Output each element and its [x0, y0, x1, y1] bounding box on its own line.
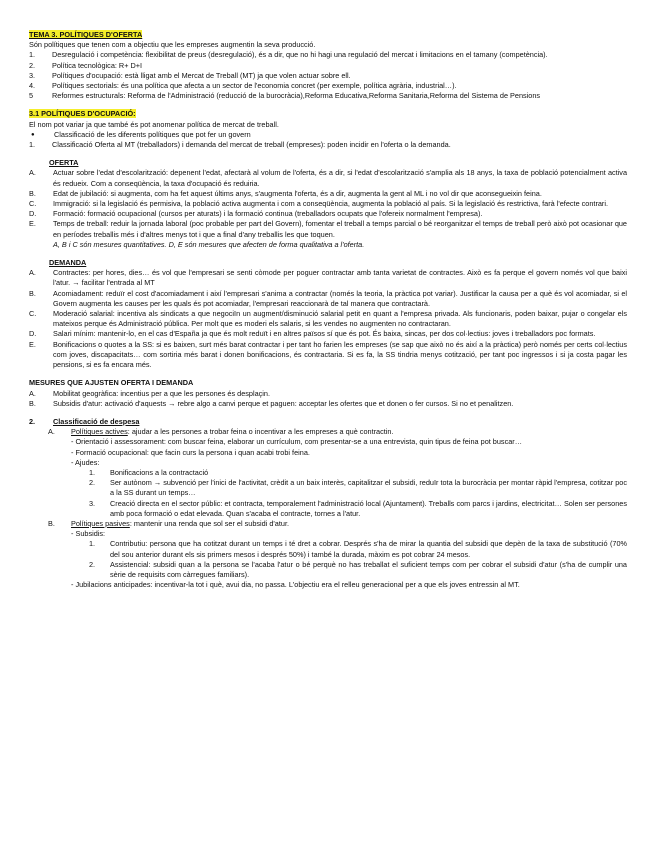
pasives-label: Polítiques pasives: [71, 518, 130, 528]
tema-list-item: 2. Política tecnològica: R+ D+I: [29, 60, 143, 70]
ajudes-item: 1. Bonificacions a la contractació: [89, 467, 209, 477]
mesures-item: A. Mobilitat geogràfica: incentius per a que les persones és desplaçin.: [29, 388, 271, 398]
section-3-1-intro: El nom pot variar ja que també és pot anomenar política de mercat de treball.: [29, 119, 279, 129]
subsidis-label: - Subsidis:: [71, 529, 106, 539]
demanda-item: C. Moderació salarial: incentiva als sindicats a que negociïn un augment/disminució salarial petit en quant a l'empresa privada. Als funcionaris, poden baixar, pujar o congelar els mateixos perque és Administració pública. Per molt que es moderi els salaris, si les vendes no augmenten no contractaran.: [29, 309, 627, 329]
demanda-item: B. Acomiadament: reduïr el cost d'acomiadament i així l'empresari s'anima a contractar (només la teoria, la pràctica pot variar). Justificar la causa per a què és vol acomiadar, si el Govern augmenta les causes per les quals és pot acomiadar, l'empresari reaccionarà de tal manera que contractarà.: [29, 288, 627, 308]
demanda-item: D. Salari mínim: mantenir-lo, en el cas d'España ja que és molt reduït i en altres països sí que és pot. És baixa, sincas, per dos col·lectius: joves i treballadors poc formats.: [29, 329, 596, 339]
ajudes-item: 3. Creació directa en el sector públic: et contracta, temporalement l'administració local (Ajuntament). Treballs com parcs i jardins, electricitat… Solen ser persones amb poca formació o edat elevada. Quan s'acaba el contracte, tornes a l'atur.: [89, 498, 627, 518]
dash-item: - Orientació i assessorament: com buscar feina, elaborar un currículum, com presentar-se a una entrevista, quin tipus de feina pot buscar…: [71, 437, 523, 447]
mesures-item: B. Subsidis d'atur: activació d'aquests → rebre algo a canvi perque et paguen: acceptar les ofertes que et donen o fer cursos. Si no et penalitzen.: [29, 398, 514, 408]
tema-list-item: 4. Polítiques sectorials: és una política que afecta a un sector de l'economia concret (per exemple, política agrària, industrial…).: [29, 81, 457, 91]
dash-item: - Ajudes:: [71, 457, 100, 467]
oferta-item: C. Immigració: si la legislació és permisiva, la població activa augmenta i com a conseqüència, augmenta la població al país. Si la legislació és restrictiva, farà l'efecte contrari.: [29, 199, 609, 209]
oferta-item: A. Actuar sobre l'edat d'escolarització: depenent l'edat, afectarà al volum de l'oferta, és a dir, si l'edat d'escolarització s'amplia als 18 anys, la taxa de població potencialment activa és redueix. Com a conseqüència, la taxa d'ocupació és reduiria.: [29, 168, 627, 188]
oferta-heading: OFERTA: [49, 158, 79, 168]
mesures-heading: MESURES QUE AJUSTEN OFERTA I DEMANDA: [29, 378, 194, 388]
document-page: [29, 30, 627, 590]
oferta-item: D. Formació: formació ocupacional (cursos per aturats) i la formació continua (treballadors ocupats que l'ofereix normalment l'empresa).: [29, 209, 483, 219]
actives-dashes: [29, 437, 627, 468]
tema-list: [29, 50, 627, 101]
jubilacions-item: - Jubilacions anticipades: incentivar-la tot i què, avui dia, no passa. L'objectiu era el relleu generacional per a que els joves entressin al MT.: [71, 580, 520, 590]
oferta-item: B. Edat de jubilació: si augmenta, com ha fet aquest últims anys, s'augmenta l'oferta, és a dir, augmenta la gent al ML i no vol dir que aconsegueixin feina.: [29, 188, 542, 198]
tema-title: TEMA 3. POLÍTIQUES D'OFERTA: [29, 30, 143, 39]
demanda-heading: DEMANDA: [49, 258, 87, 268]
dash-item: - Formació ocupacional: que facin curs la persona i quan acabi trobi feina.: [71, 447, 310, 457]
tema-list-item: 1. Desregulació i competència: flexibilitat de preus (desregulació), és a dir, que no hi hagi una regulació del mercat i limitacions en el tamany (competència).: [29, 50, 548, 60]
subsidis-item: 1. Contributiu: persona que ha cotitzat durant un temps i té dret a cobrar. Després s'ha de mirar la quantia del subsidi que depèn de la taxa de substitució (70% del sou anterior durant els sis primers mesos i després 50%) i també la durada, màxim es pot cobrar 24 mesos.: [89, 539, 627, 559]
oferta-note: A, B i C són mesures quantitatives. D, E són mesures que afecten de forma qualitativa a l'oferta.: [53, 239, 365, 249]
actives-label: Polítiques actives: [71, 427, 128, 437]
despesa-heading: 2. Classificació de despesa: [29, 416, 140, 426]
subsidis-list: [29, 539, 627, 580]
actives-item: A. Polítiques actives: ajudar a les persones a trobar feina o incentivar a les empreses a què contractin.: [48, 427, 394, 437]
pasives-item: B. Polítiques pasives: mantenir una renda que sol ser el subsidi d'atur.: [48, 518, 290, 528]
demanda-item: E. Bonificacions o quotes a la SS: si es baixen, surt més barat contractar i per tant ho farien les empreses (se sap que això no és així a la pràctica) però només per certs col·lectius com joves, discapacitats… com sortiria més barat i donen bonificacions, és contractaria. Si es fa, la SS tindria menys cotització, per tant poc ingressos i si ja costa pagar les pensions, si es fa encara més.: [29, 339, 627, 370]
mesures-list: [29, 389, 627, 409]
tema-list-item: 3. Polítiques d'ocupació: està lligat amb el Mercat de Treball (MT) ja que volen actuar sobre ell.: [29, 70, 351, 80]
ajudes-item: 2. Ser autònom → subvenció per l'inici de l'activitat, crèdit a un baix interès, capitalitzar el subsidi, reduïr tota la burocràcia per montar ràpid l'empresa, cotitzar poc a la SS durant un temps…: [89, 478, 627, 498]
classification-item: 1. Classificació Oferta al MT (treballadors) i demanda del mercat de treball (empreses): poden incidir en l'oferta o la demanda.: [29, 140, 451, 150]
bullet-item: ● Classificació de les diferents polítiques que pot fer un govern: [31, 129, 251, 139]
section-3-1-title: 3.1 POLÍTIQUES D'OCUPACIÓ:: [29, 109, 136, 119]
demanda-list: [29, 268, 627, 370]
subsidis-item: 2. Assistencial: subsidi quan a la persona se l'acaba l'atur o bé perquè no has treballat el suficient temps com per cobrar el subsidi d'atur (s'ha de cumplir una sèrie de requisits com càrregues familiars).: [89, 559, 627, 579]
oferta-item: E. Temps de treball: reduir la jornada laboral (poc probable per part del Govern), fomentar el treball a temps parcial o bé reorganitzar el temps de treball però això pot ocasionar que en períodes treballis més i d'altres menys tot i que a final d'any treballis les que toquen.: [29, 219, 627, 239]
tema-intro: Són polítiques que tenen com a objectiu que les empreses augmentin la seva producció.: [29, 40, 316, 50]
oferta-list: [29, 168, 627, 239]
demanda-item: A. Contractes: per hores, dies… és vol que l'empresari se senti còmode per poguer contractar amb tanta varietat de contractes. Això es fa perque el govern només vol que baixi l'atur. → facilitar l'entrada al MT: [29, 268, 627, 288]
tema-list-item: 5 Reformes estructurals: Reforma de l'Administració (reducció de la burocràcia),Reforma Educativa,Reforma Sanitaria,Reforma del Sistema de Pensions: [29, 91, 541, 101]
ajudes-list: [29, 468, 627, 519]
